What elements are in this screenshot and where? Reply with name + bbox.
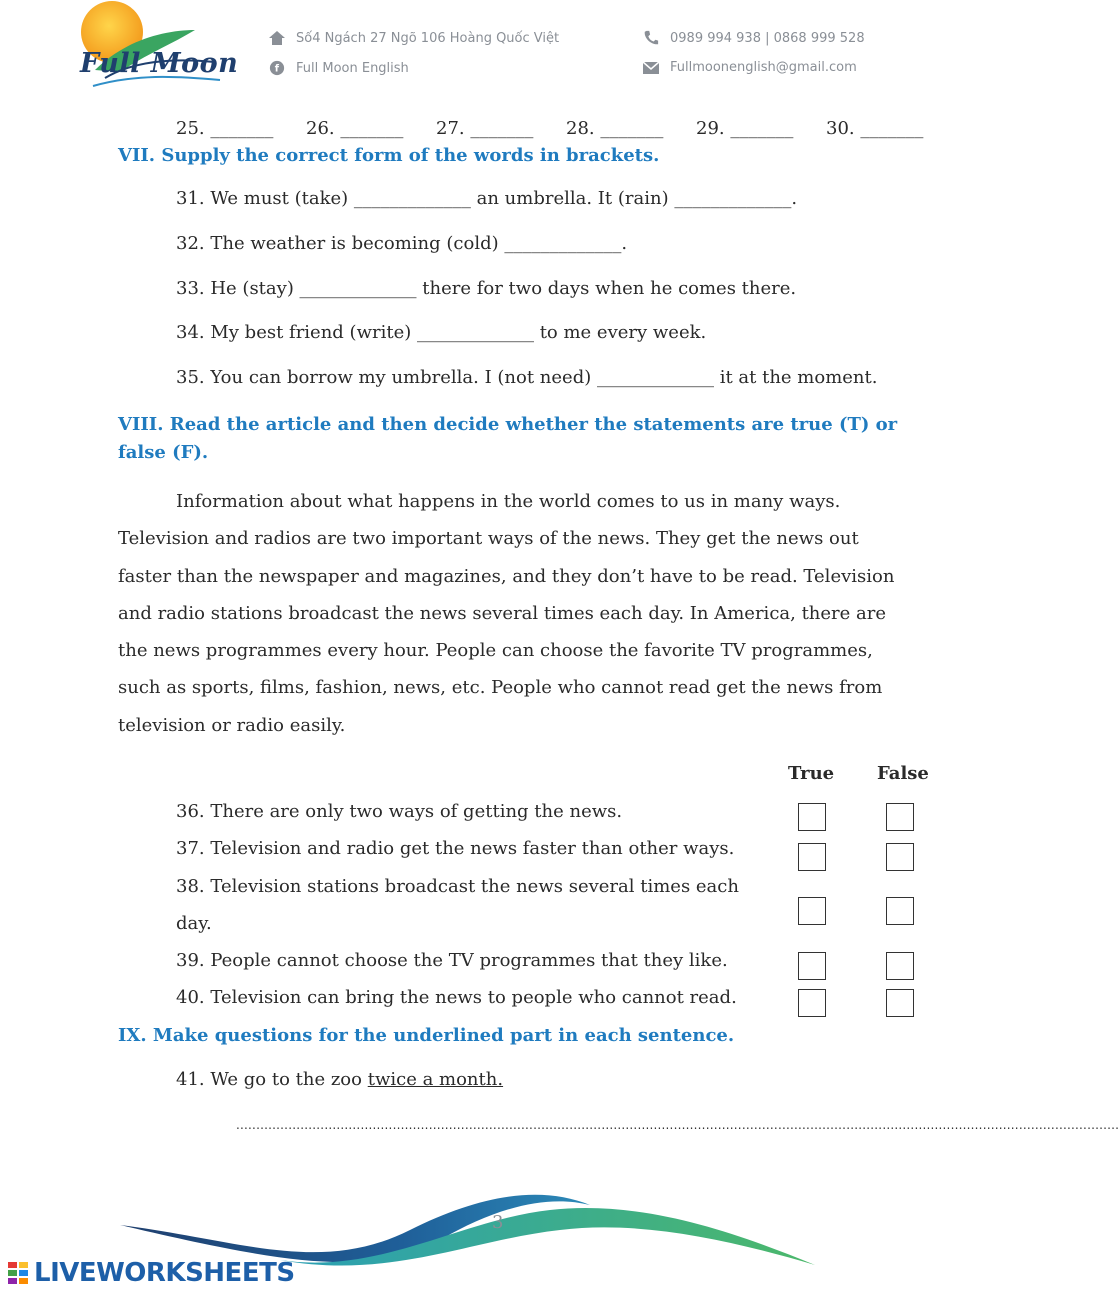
liveworksheets-icon (8, 1262, 28, 1284)
checkbox-37-true[interactable] (798, 843, 826, 871)
section-8-title-line2: false (F). (118, 441, 209, 463)
passage-line: the news programmes every hour. People can choose the favorite TV programmes, (118, 640, 873, 662)
checkbox-38-false[interactable] (886, 897, 914, 925)
liveworksheets-text: LIVEWORKSHEETS (34, 1258, 295, 1288)
statement-36: 36. There are only two ways of getting the news. (176, 801, 623, 822)
blank-26[interactable]: 26. _______ (306, 118, 404, 139)
checkbox-37-false[interactable] (886, 843, 914, 871)
phone-text: 0989 994 938 | 0868 999 528 (670, 30, 865, 46)
checkbox-39-true[interactable] (798, 952, 826, 980)
passage-line: faster than the newspaper and magazines, and they don’t have to be read. Television (118, 565, 895, 587)
checkbox-40-false[interactable] (886, 989, 914, 1017)
false-column-header: False (877, 763, 929, 784)
question-41-underlined: twice a month. (367, 1069, 504, 1090)
checkbox-40-true[interactable] (798, 989, 826, 1017)
header-address (268, 30, 559, 46)
statement-38: 38. Television stations broadcast the news several times each (176, 876, 739, 897)
answer-41-line[interactable]: ............................................................................................................................................................................................................................ (236, 1118, 1119, 1132)
home-icon (268, 30, 286, 46)
header-phone (642, 30, 865, 46)
logo-text: Full Moon (80, 48, 239, 79)
question-35[interactable]: 35. You can borrow my umbrella. I (not need) _____________ it at the moment. (176, 367, 878, 388)
true-column-header: True (788, 763, 835, 784)
question-41 (176, 1069, 503, 1091)
mail-icon (642, 61, 660, 75)
checkbox-38-true[interactable] (798, 897, 826, 925)
email-text: Fullmoonenglish@gmail.com (670, 60, 857, 75)
facebook-icon (268, 60, 286, 76)
passage-line: Television and radios are two important ways of the news. They get the news out (118, 528, 859, 550)
passage-line: and radio stations broadcast the news several times each day. In America, there are (118, 602, 887, 624)
statement-39: 39. People cannot choose the TV programmes that they like. (176, 950, 728, 971)
address-text: Số4 Ngách 27 Ngõ 106 Hoàng Quốc Việt (296, 30, 560, 46)
question-31[interactable]: 31. We must (take) _____________ an umbrella. It (rain) _____________. (176, 188, 798, 209)
question-33[interactable]: 33. He (stay) _____________ there for two days when he comes there. (176, 278, 797, 299)
section-7-title: VII. Supply the correct form of the words in brackets. (118, 145, 660, 166)
passage-line: television or radio easily. (118, 714, 346, 736)
phone-icon (642, 30, 660, 46)
passage-line: Information about what happens in the world comes to us in many ways. (176, 491, 841, 512)
statement-40: 40. Television can bring the news to people who cannot read. (176, 987, 737, 1008)
facebook-text: Full Moon English (296, 60, 409, 76)
blank-30[interactable]: 30. _______ (826, 118, 924, 139)
section-8-title-line1: VIII. Read the article and then decide whether the statements are true (T) or (118, 414, 898, 435)
header-email (642, 60, 857, 75)
page-header (0, 0, 1000, 100)
blank-27[interactable]: 27. _______ (436, 118, 534, 139)
svg-text:f: f (274, 63, 280, 75)
section-9-title: IX. Make questions for the underlined part in each sentence. (118, 1025, 735, 1046)
blank-29[interactable]: 29. _______ (696, 118, 794, 139)
question-32[interactable]: 32. The weather is becoming (cold) _____________. (176, 233, 628, 254)
checkbox-36-false[interactable] (886, 803, 914, 831)
blank-25[interactable]: 25. _______ (176, 118, 274, 139)
statement-38-cont: day. (176, 913, 212, 934)
page-number: 3 (492, 1212, 504, 1233)
reading-passage (118, 483, 893, 744)
question-41-text: 41. We go to the zoo (176, 1069, 368, 1090)
checkbox-39-false[interactable] (886, 952, 914, 980)
checkbox-36-true[interactable] (798, 803, 826, 831)
question-34[interactable]: 34. My best friend (write) _____________ to me every week. (176, 322, 707, 343)
header-facebook (268, 60, 409, 76)
liveworksheets-logo (8, 1258, 295, 1288)
statement-37: 37. Television and radio get the news faster than other ways. (176, 838, 735, 859)
section-8-title (118, 411, 897, 467)
blank-28[interactable]: 28. _______ (566, 118, 664, 139)
passage-line: such as sports, films, fashion, news, etc. People who cannot read get the news from (118, 677, 883, 699)
answer-blanks-row (176, 118, 956, 139)
